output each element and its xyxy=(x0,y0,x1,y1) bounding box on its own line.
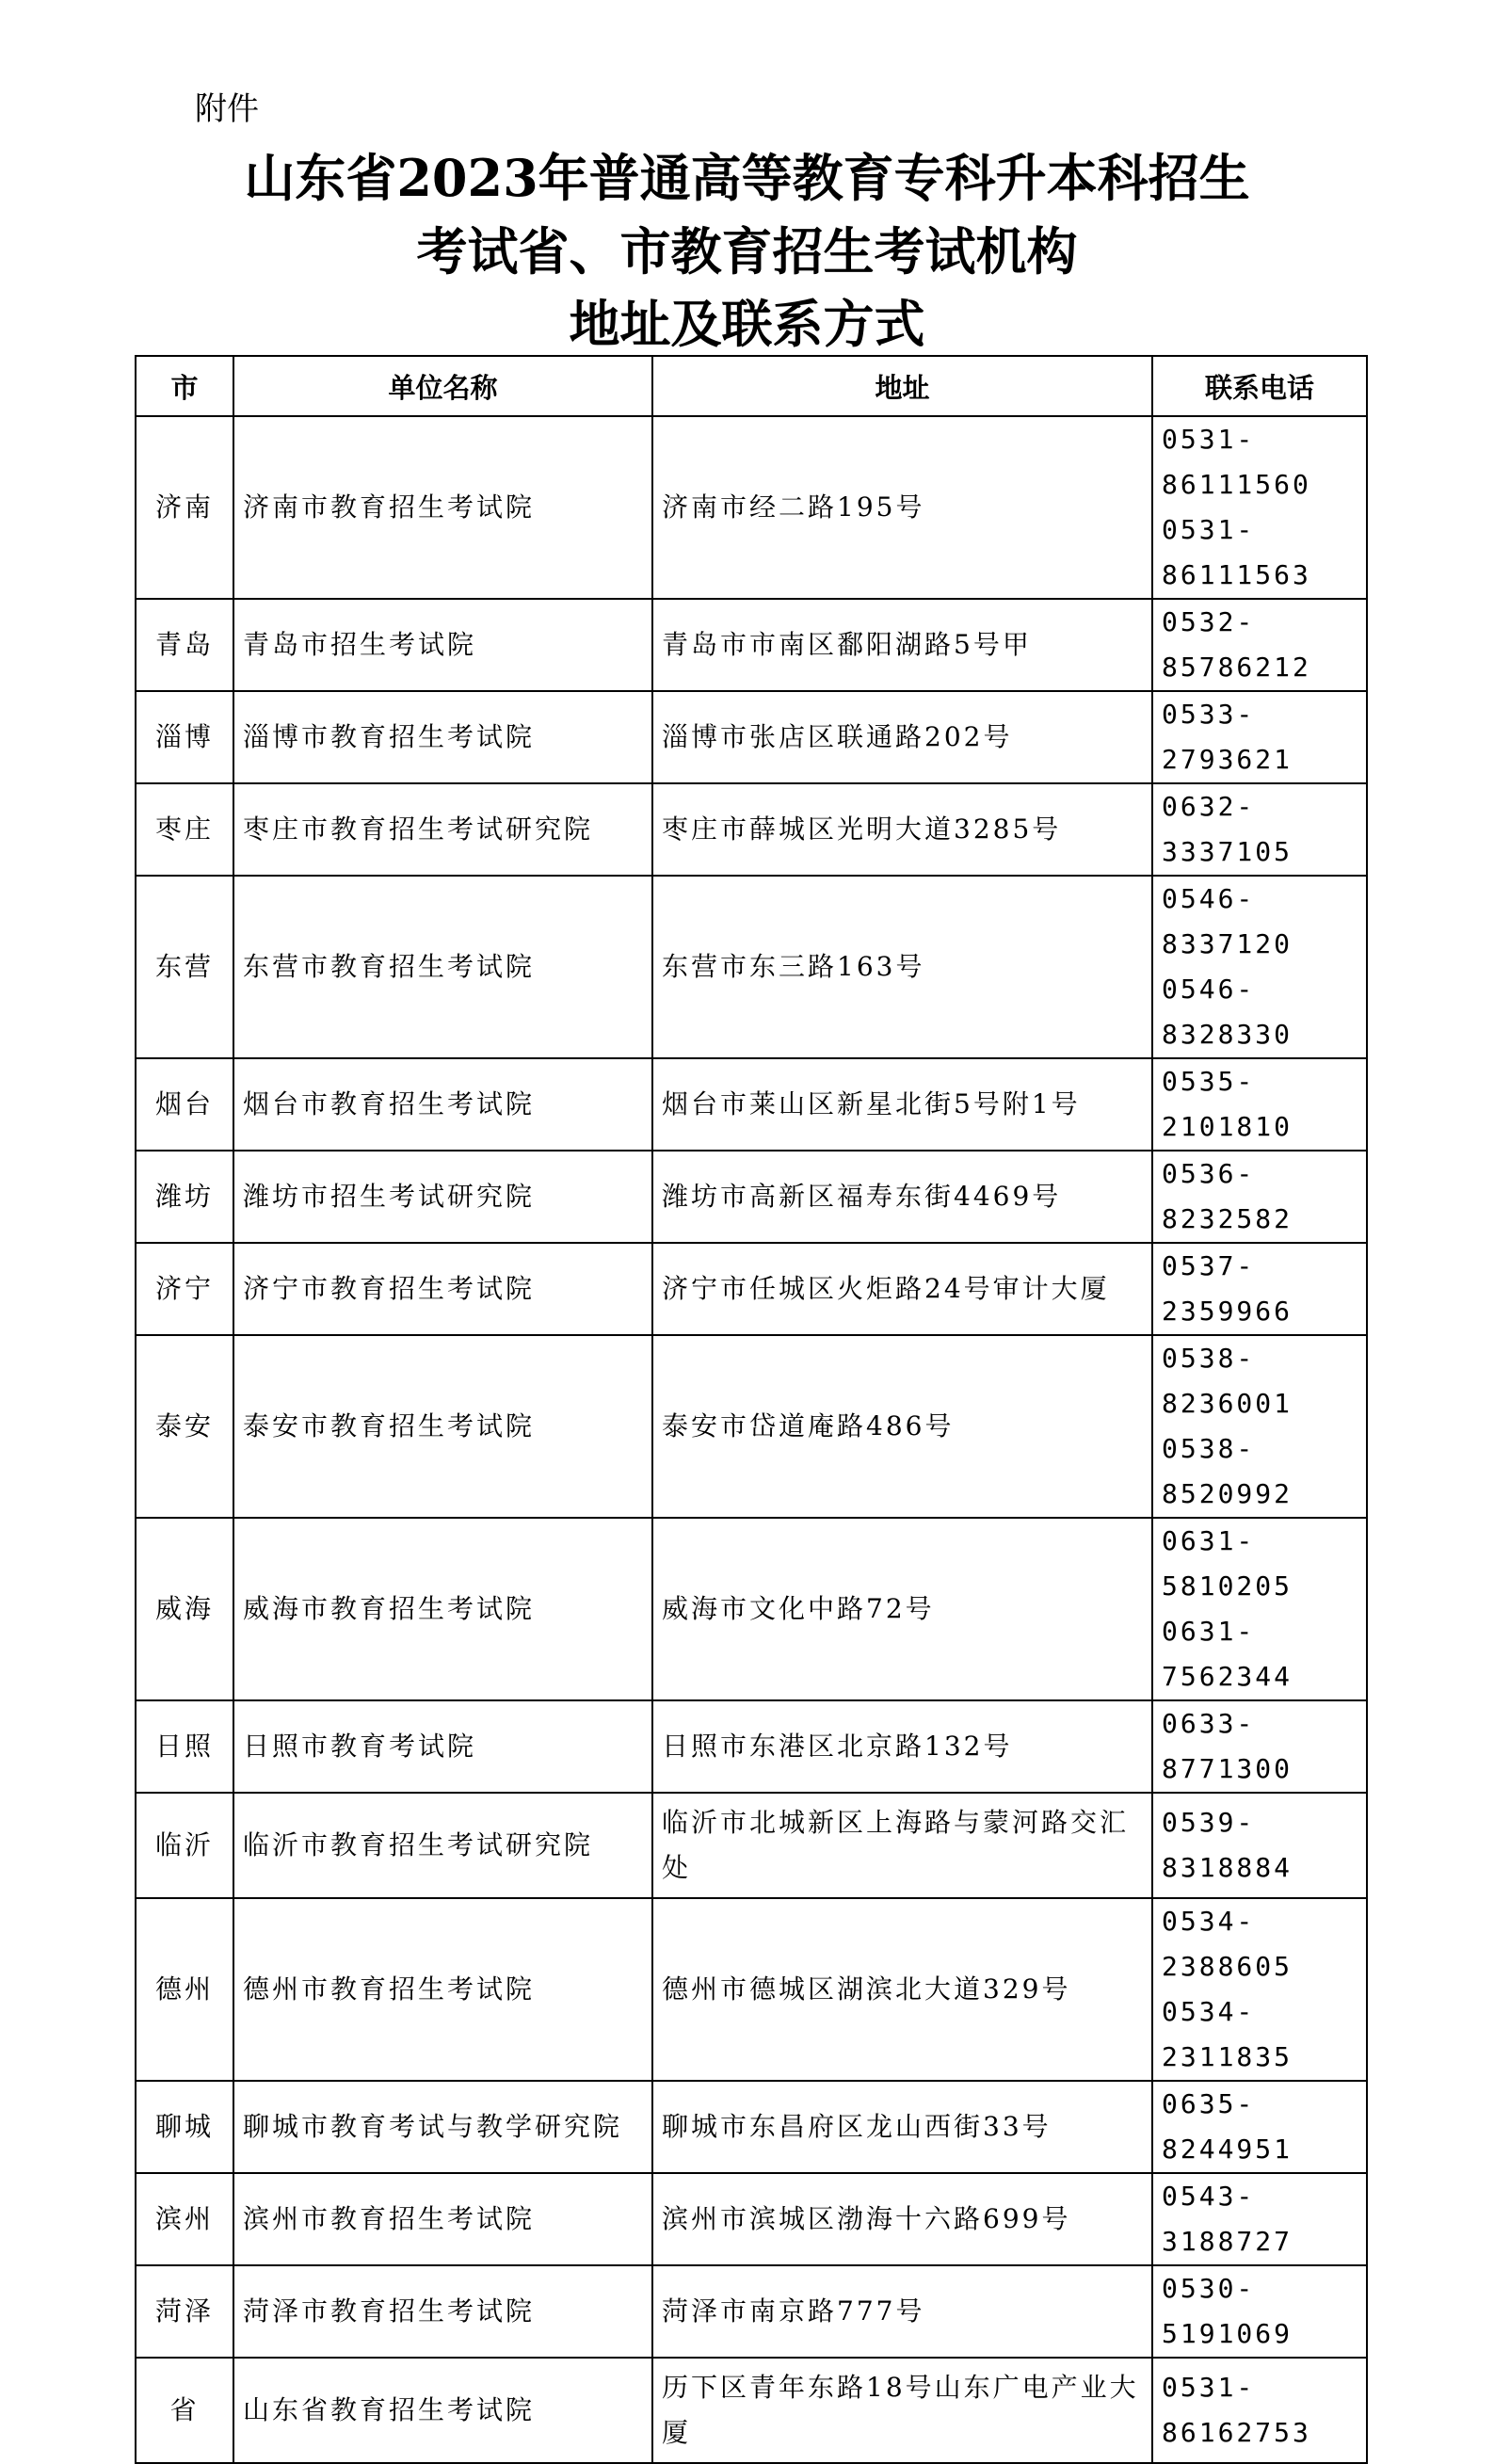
attachment-label: 附件 xyxy=(195,90,259,128)
table-row xyxy=(136,1243,1367,1335)
address-cell: 临沂市北城新区上海路与蒙河路交汇处 xyxy=(652,1793,1152,1898)
address-cell: 德州市德城区湖滨北大道329号 xyxy=(652,1898,1152,2081)
unit-name-cell: 菏泽市教育招生考试院 xyxy=(233,2265,652,2358)
phone-cell xyxy=(1152,876,1367,1058)
table-row xyxy=(136,2081,1367,2173)
phone-number: 0531-86162753 xyxy=(1162,2372,1311,2448)
phone-number: 0537-2359966 xyxy=(1162,1250,1293,1327)
table-row xyxy=(136,1058,1367,1151)
unit-name-cell: 济宁市教育招生考试院 xyxy=(233,1243,652,1335)
phone-number: 0530-5191069 xyxy=(1162,2273,1293,2349)
phone-number: 0635-8244951 xyxy=(1162,2088,1293,2165)
phone-number: 0531-86111560 xyxy=(1162,424,1311,500)
address-cell: 青岛市市南区鄱阳湖路5号甲 xyxy=(652,599,1152,691)
address-cell: 菏泽市南京路777号 xyxy=(652,2265,1152,2358)
phone-number: 0632-3337105 xyxy=(1162,791,1293,867)
unit-name-cell: 烟台市教育招生考试院 xyxy=(233,1058,652,1151)
city-cell: 青岛 xyxy=(136,599,233,691)
phone-cell xyxy=(1152,691,1367,783)
phone-cell xyxy=(1152,2081,1367,2173)
city-cell: 威海 xyxy=(136,1518,233,1700)
title-line-1: 山东省2023年普通高等教育专科升本科招生 xyxy=(244,148,1250,208)
unit-name-cell: 济南市教育招生考试院 xyxy=(233,416,652,599)
contacts-table xyxy=(135,355,1368,2464)
phone-number: 0534-2388605 xyxy=(1162,1906,1293,1982)
phone-number: 0532-85786212 xyxy=(1162,606,1311,683)
unit-name-cell: 青岛市招生考试院 xyxy=(233,599,652,691)
phone-number: 0543-3188727 xyxy=(1162,2181,1293,2257)
city-cell: 枣庄 xyxy=(136,783,233,876)
phone-cell xyxy=(1152,2265,1367,2358)
address-cell: 枣庄市薛城区光明大道3285号 xyxy=(652,783,1152,876)
phone-cell xyxy=(1152,1793,1367,1898)
city-cell: 济宁 xyxy=(136,1243,233,1335)
address-cell: 济宁市任城区火炬路24号审计大厦 xyxy=(652,1243,1152,1335)
table-row xyxy=(136,876,1367,1058)
unit-name-cell: 东营市教育招生考试院 xyxy=(233,876,652,1058)
address-cell: 日照市东港区北京路132号 xyxy=(652,1700,1152,1793)
phone-cell xyxy=(1152,1700,1367,1793)
address-cell: 济南市经二路195号 xyxy=(652,416,1152,599)
unit-name-cell: 潍坊市招生考试研究院 xyxy=(233,1151,652,1243)
city-cell: 烟台 xyxy=(136,1058,233,1151)
title-line-2: 考试省、市教育招生考试机构 xyxy=(416,221,1078,282)
table-body xyxy=(136,416,1367,2463)
unit-name-cell: 聊城市教育考试与教学研究院 xyxy=(233,2081,652,2173)
phone-cell xyxy=(1152,2358,1367,2463)
phone-number: 0531-86111563 xyxy=(1162,514,1311,590)
header-city: 市 xyxy=(136,356,233,416)
phone-number: 0546-8328330 xyxy=(1162,974,1293,1050)
phone-cell xyxy=(1152,1335,1367,1518)
address-cell: 淄博市张店区联通路202号 xyxy=(652,691,1152,783)
city-cell: 泰安 xyxy=(136,1335,233,1518)
city-cell: 日照 xyxy=(136,1700,233,1793)
phone-number: 0631-7562344 xyxy=(1162,1616,1293,1692)
phone-cell xyxy=(1152,599,1367,691)
unit-name-cell: 淄博市教育招生考试院 xyxy=(233,691,652,783)
address-cell: 威海市文化中路72号 xyxy=(652,1518,1152,1700)
table-row xyxy=(136,1335,1367,1518)
unit-name-cell: 山东省教育招生考试院 xyxy=(233,2358,652,2463)
unit-name-cell: 枣庄市教育招生考试研究院 xyxy=(233,783,652,876)
table-row xyxy=(136,783,1367,876)
phone-cell xyxy=(1152,1058,1367,1151)
table-row xyxy=(136,416,1367,599)
unit-name-cell: 临沂市教育招生考试研究院 xyxy=(233,1793,652,1898)
table-row xyxy=(136,1518,1367,1700)
table-row xyxy=(136,1151,1367,1243)
address-cell: 聊城市东昌府区龙山西街33号 xyxy=(652,2081,1152,2173)
title-line-3: 地址及联系方式 xyxy=(569,294,925,354)
phone-cell xyxy=(1152,1898,1367,2081)
table-header-row xyxy=(136,356,1367,416)
table-row xyxy=(136,1898,1367,2081)
phone-cell xyxy=(1152,783,1367,876)
unit-name-cell: 滨州市教育招生考试院 xyxy=(233,2173,652,2265)
table-row xyxy=(136,1700,1367,1793)
city-cell: 淄博 xyxy=(136,691,233,783)
table-row xyxy=(136,2358,1367,2463)
address-cell: 滨州市滨城区渤海十六路699号 xyxy=(652,2173,1152,2265)
phone-number: 0538-8520992 xyxy=(1162,1433,1293,1509)
table-row xyxy=(136,599,1367,691)
city-cell: 聊城 xyxy=(136,2081,233,2173)
city-cell: 东营 xyxy=(136,876,233,1058)
address-cell: 东营市东三路163号 xyxy=(652,876,1152,1058)
table-row xyxy=(136,2173,1367,2265)
phone-cell xyxy=(1152,416,1367,599)
phone-number: 0535-2101810 xyxy=(1162,1066,1293,1142)
phone-number: 0539-8318884 xyxy=(1162,1807,1293,1883)
city-cell: 菏泽 xyxy=(136,2265,233,2358)
city-cell: 临沂 xyxy=(136,1793,233,1898)
unit-name-cell: 威海市教育招生考试院 xyxy=(233,1518,652,1700)
phone-number: 0631-5810205 xyxy=(1162,1525,1293,1602)
phone-cell xyxy=(1152,2173,1367,2265)
phone-number: 0536-8232582 xyxy=(1162,1158,1293,1234)
phone-cell xyxy=(1152,1518,1367,1700)
header-phone: 联系电话 xyxy=(1152,356,1367,416)
phone-number: 0546-8337120 xyxy=(1162,883,1293,959)
address-cell: 烟台市莱山区新星北街5号附1号 xyxy=(652,1058,1152,1151)
phone-number: 0538-8236001 xyxy=(1162,1343,1293,1419)
phone-number: 0533-2793621 xyxy=(1162,699,1293,775)
phone-cell xyxy=(1152,1151,1367,1243)
address-cell: 历下区青年东路18号山东广电产业大厦 xyxy=(652,2358,1152,2463)
address-cell: 泰安市岱道庵路486号 xyxy=(652,1335,1152,1518)
unit-name-cell: 泰安市教育招生考试院 xyxy=(233,1335,652,1518)
unit-name-cell: 德州市教育招生考试院 xyxy=(233,1898,652,2081)
table-row xyxy=(136,691,1367,783)
city-cell: 潍坊 xyxy=(136,1151,233,1243)
city-cell: 滨州 xyxy=(136,2173,233,2265)
address-cell: 潍坊市高新区福寿东街4469号 xyxy=(652,1151,1152,1243)
city-cell: 省 xyxy=(136,2358,233,2463)
table-row xyxy=(136,2265,1367,2358)
header-address: 地址 xyxy=(652,356,1152,416)
city-cell: 德州 xyxy=(136,1898,233,2081)
phone-cell xyxy=(1152,1243,1367,1335)
city-cell: 济南 xyxy=(136,416,233,599)
unit-name-cell: 日照市教育考试院 xyxy=(233,1700,652,1793)
phone-number: 0633-8771300 xyxy=(1162,1708,1293,1784)
phone-number: 0534-2311835 xyxy=(1162,1996,1293,2072)
header-unit-name: 单位名称 xyxy=(233,356,652,416)
table-row xyxy=(136,1793,1367,1898)
